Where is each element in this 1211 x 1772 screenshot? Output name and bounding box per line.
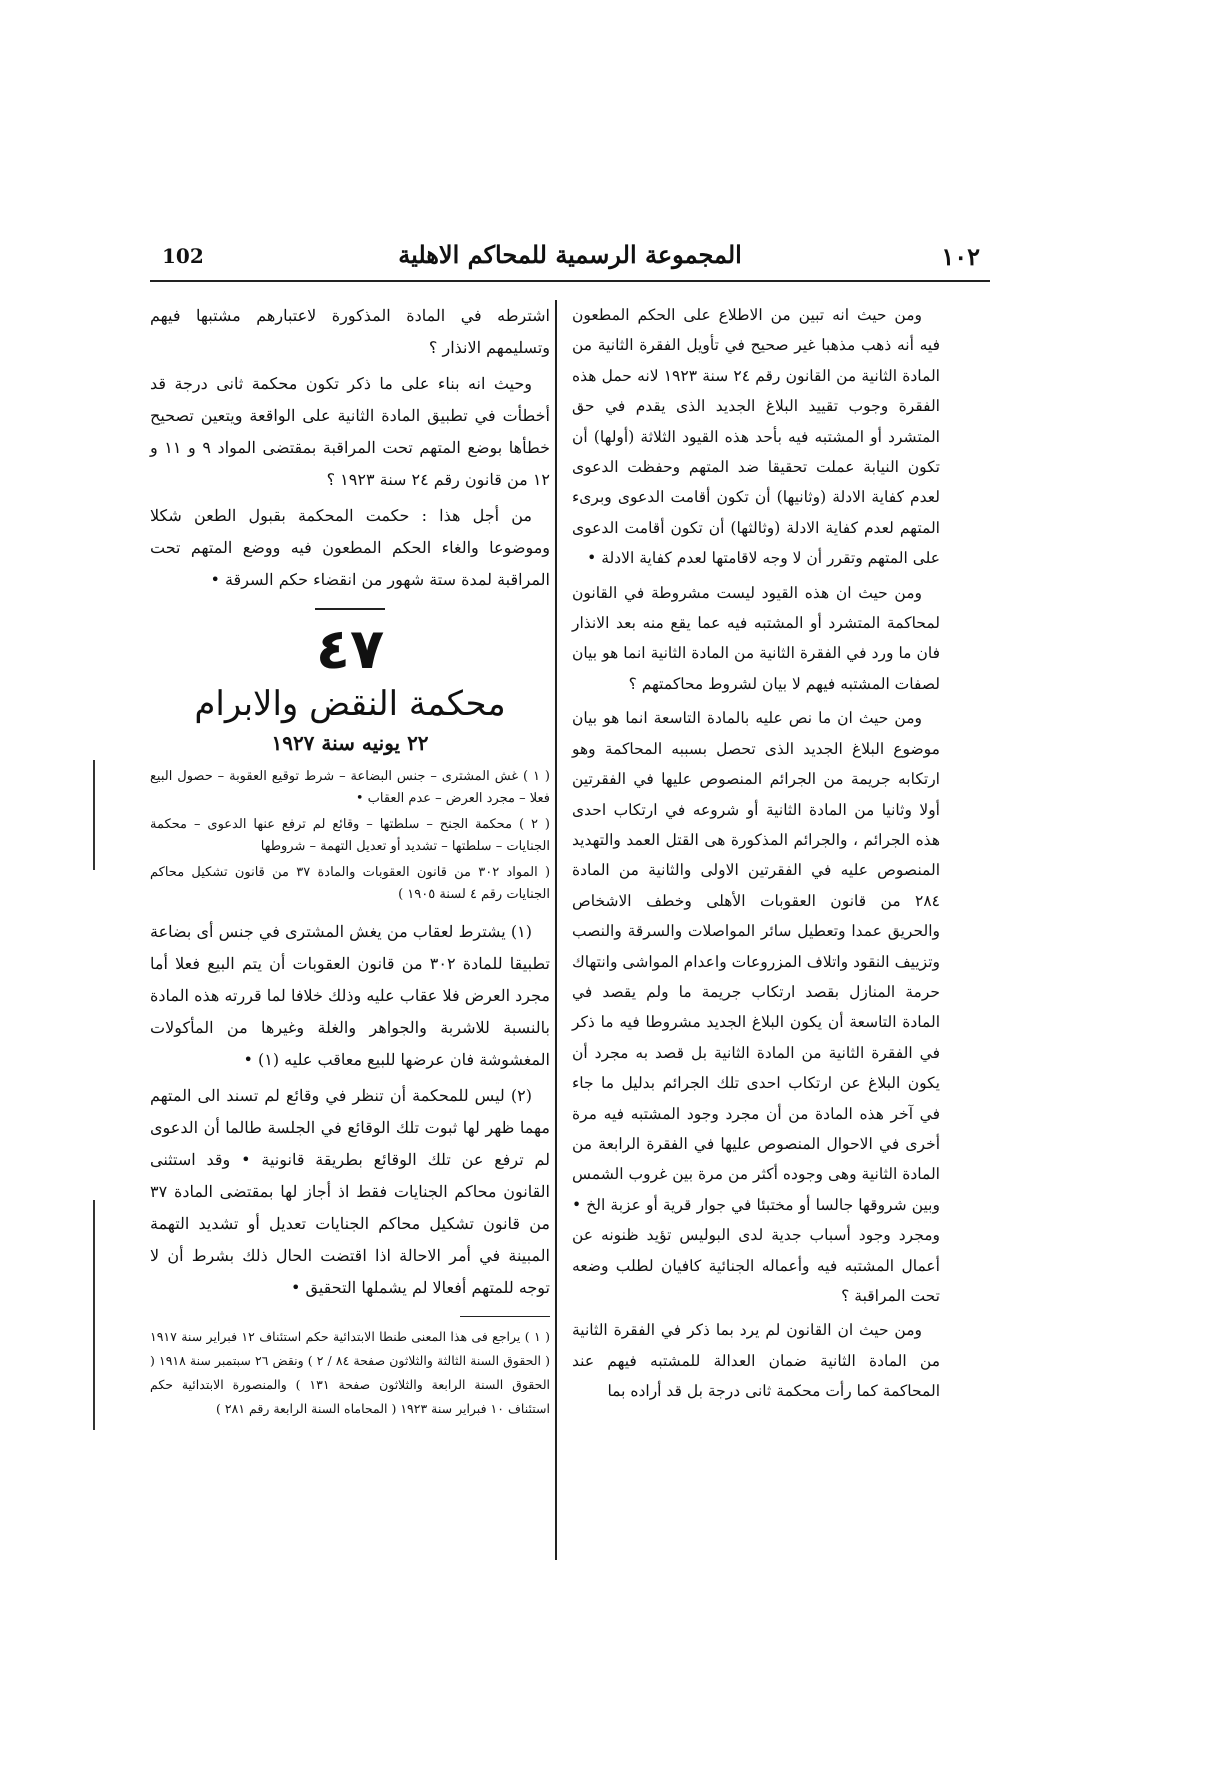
summary-item: ( ٢ ) محكمة الجنح – سلطتها – وقائع لم ترفع عنها الدعوى – محكمة الجنايات – سلطتها – تشديد أو تعديل التهمة – شروطها xyxy=(150,817,550,854)
footnote: ( ١ ) يراجع فى هذا المعنى طنطا الابتدائية حكم استئناف ١٢ فبراير سنة ١٩١٧ ( الحقوق السنة الثالثة والثلاثون صفحة ٨٤ / ٢ ) ونقض ٢٦ سبتمبر سنة ١٩١٨ ( الحقوق السنة الرابعة والثلاثون صفحة ١٣١ ) والمنصورة الابتدائية حكم استئناف ١٠ فبراير سنة ١٩٢٣ ( المحاماه السنة الرابعة رقم ٢٨١ ) xyxy=(150,1329,550,1416)
paragraph: ومن حيث ان ما نص عليه بالمادة التاسعة انما هو بيان موضوع البلاغ الجديد الذى تحصل بسببه المحاكمة وهو ارتكابه جريمة من الجرائم المنصوص عليها في الفقرتين أولا وثانيا من المادة الثانية أو شروعه في ارتكاب احدى هذه الجرائم ، والجرائم المذكورة هى القتل العمد والتهديد المنصوص عليه في الفقرتين الاولى والثانية من المادة ٢٨٤ من قانون العقوبات الأهلى وخطف الاشخاص والحريق عمدا وتعطيل سائر المواصلات والسرقة والنصب وتزييف النقود واتلاف المزروعات واعدام المواشى وانتهاك حرمة المنازل بقصد ارتكاب جريمة ما ولم يقصد في المادة التاسعة أن يكون البلاغ الجديد مشروطا فيه ما ذكر في الفقرة الثانية من المادة الثانية بل قصد به مجرد أن يكون البلاغ عن ارتكاب احدى تلك الجرائم بدليل ما جاء في آخر هذه المادة من أن مجرد وجود المشتبه فيه مرة أخرى في الاحوال المنصوص عليها في الفقرة الرابعة من المادة الثانية وهى وجوده أكثر من مرة بين غروب الشمس وبين شروقها جالسا أو مختبئا في جوار قرية أو عزبة الخ • ومجرد وجود أسباب جدية لدى البوليس تؤيد ظنونه عن أعمال المشتبه فيه وأعماله الجنائية كافيان لطلب وضعه تحت المراقبة ؟ xyxy=(572,709,940,1305)
left-column xyxy=(150,300,550,1425)
paragraph: ومن حيث ان القانون لم يرد بما ذكر في الفقرة الثانية من المادة الثانية ضمان العدالة للمشتبه فيهم عند المحاكمة كما رأت محكمة ثانى درجة بل قد أراده بما xyxy=(572,1321,940,1401)
case-number: ٤٧ xyxy=(315,617,385,682)
page-header xyxy=(150,240,990,282)
court-name: محكمة النقض والابرام xyxy=(194,684,506,724)
right-column xyxy=(572,300,940,1411)
summary-item: ( ١ ) غش المشترى – جنس البضاعة – شرط توقيع العقوبة – حصول البيع فعلا – مجرد العرض – عدم العقاب • xyxy=(150,769,550,806)
paragraph: ومن حيث ان هذه القيود ليست مشروطة في القانون لمحاكمة المتشرد أو المشتبه فيه عما يقع منه بعد الانذار فان ما ورد في الفقرة الثانية من المادة الثانية انما هو بيان لصفات المشتبه فيهم لا بيان لشروط محاكمتهم ؟ xyxy=(572,583,940,693)
footnote-rule xyxy=(460,1316,550,1317)
section-divider xyxy=(315,608,385,610)
paragraph-continuation: اشترطه في المادة المذكورة لاعتبارهم مشتبها فيهم وتسليمهم الانذار ؟ xyxy=(150,306,550,357)
margin-mark xyxy=(93,1200,95,1430)
ruling-paragraph: من أجل هذا : حكمت المحكمة بقبول الطعن شكلا وموضوعا والغاء الحكم المطعون فيه ووضع المتهم تحت المراقبة لمدة ستة شهور من انقضاء حكم السرقة • xyxy=(150,506,550,589)
paragraph: وحيث انه بناء على ما ذكر تكون محكمة ثانى درجة قد أخطأت في تطبيق المادة الثانية على الواقعة ويتعين تصحيح خطأها بوضع المتهم تحت المراقبة بمقتضى المواد ٩ و ١١ و ١٢ من قانون رقم ٢٤ سنة ١٩٢٣ ؟ xyxy=(150,374,551,489)
principle-paragraph: (٢) ليس للمحكمة أن تنظر في وقائع لم تسند الى المتهم مهما ظهر لها ثبوت تلك الوقائع في الجلسة طالما أن الدعوى لم ترفع عن تلك الوقائع بطريقة قانونية • وقد استثنى القانون محاكم الجنايات فقط اذ أجاز لها بمقتضى المادة ٣٧ من قانون تشكيل محاكم الجنايات تعديل أو تشديد التهمة المبينة في أمر الاحالة اذا اقتضت الحال ذلك بشرط أن لا توجه للمتهم أفعالا لم يشملها التحقيق • xyxy=(150,1086,550,1297)
principle-paragraph: (١) يشترط لعقاب من يغش المشترى في جنس أى بضاعة تطبيقا للمادة ٣٠٢ من قانون العقوبات أن يتم البيع فعلا أما مجرد العرض فلا عقاب عليه وذلك خلافا لما قررته هذه المادة بالنسبة للاشربة والجواهر والغلة وغيرها من المأكولات المغشوشة فان عرضها للبيع معاقب عليه (١) • xyxy=(150,922,551,1069)
cited-articles: ( المواد ٣٠٢ من قانون العقوبات والمادة ٣٧ من قانون تشكيل محاكم الجنايات رقم ٤ لسنة ١٩٠٥ ) xyxy=(150,865,551,902)
case-date: ٢٢ يونيه سنة ١٩٢٧ xyxy=(271,731,429,755)
paragraph: ومن حيث انه تبين من الاطلاع على الحكم المطعون فيه أنه ذهب مذهبا غير صحيح في تأويل الفقرة الثانية من المادة الثانية من القانون رقم ٢٤ سنة ١٩٢٣ لانه حمل هذه الفقرة وجوب تقييد البلاغ الجديد الذى يقدم في حق المتشرد أو المشتبه فيه بأحد هذه القيود الثلاثة (أولها) أن تكون النيابة عملت تحقيقا ضد المتهم وحفظت الدعوى لعدم كفاية الادلة (وثانيها) أن تكون أقامت الدعوى وبرىء المتهم لعدم كفاية الادلة (وثالثها) أن تكون أقامت الدعوى على المتهم وتقرر أن لا وجه لاقامتها لعدم كفاية الادلة • xyxy=(572,306,940,568)
page-number-right: ١٠٢ xyxy=(941,242,980,271)
page-number-left: 102 xyxy=(162,244,204,268)
publication-title: المجموعة الرسمية للمحاكم الاهلية xyxy=(398,240,742,269)
column-divider xyxy=(555,300,557,1560)
margin-mark xyxy=(93,760,95,870)
